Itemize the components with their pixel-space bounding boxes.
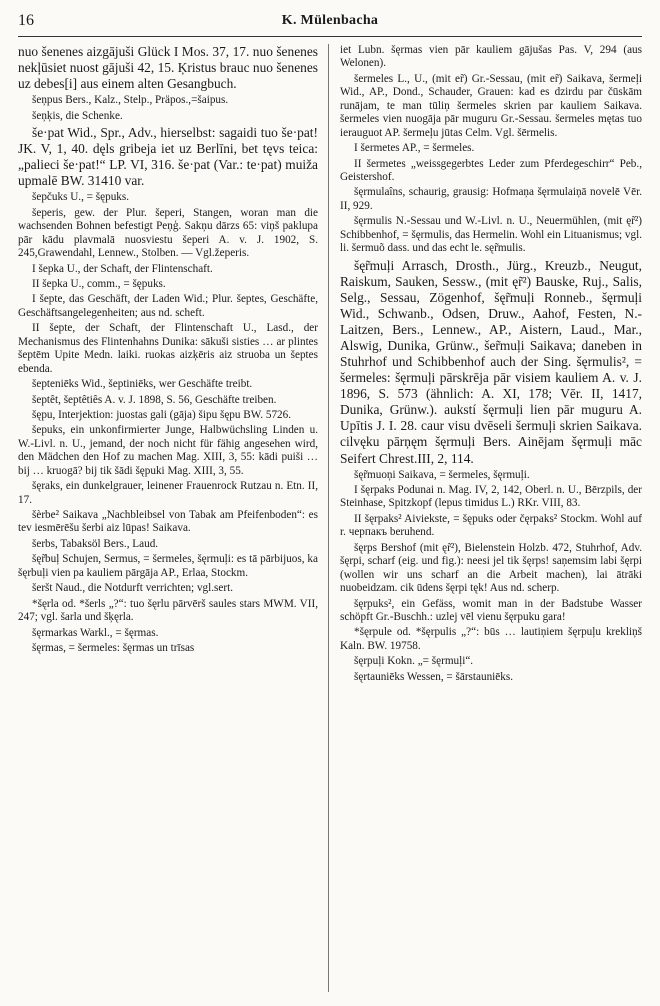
dictionary-entry: šęrtauniēks Wessen, = šārstauniēks.	[354, 670, 513, 683]
dictionary-entry: še·pat Wid., Spr., Adv., hierselbst: sagaidi tuo še·pat! JK. V, 1, 40. dęls gribeja iet uz Berlīni, bet tęvs teica: „palieci še·pat!“ LP. VI, 316. še·pat (Var.: te·pat) muiža upmalē BW. 31410 var.	[18, 125, 318, 189]
dictionary-entry: II šepte, der Schaft, der Flintenschaft U., Lasd., der Mechanismus des Flintenhahns Dunika: sākuši sisties … ar plintes šeptēm Upite Medn. laiki. ruokas aizķēris aiz struoba un šeptes ebenda.	[18, 322, 318, 375]
dictionary-entry: šęrps Bershof (mit ęr̃²), Bielenstein Holzb. 472, Stuhrhof, Adv. šęrpi, scharf (eig. und fig.): neesi jel tik šęrps! saņemsim labi šęrpi (wollen wir uns scharf an die Arbeit machen), lai ātrāki nuobeidzam. cik ūdens šęrpi tęk! Aus nd. scherp.	[340, 541, 642, 595]
dictionary-entry: šepčuks U., = šępuks.	[32, 191, 130, 204]
dictionary-entry: šęrmarkas Warkl., = šęrmas.	[32, 626, 159, 639]
dictionary-entry: šèrbe² Saikava „Nachbleibsel von Tabak am Pfeifenboden“: es tev iesmērēšu šerbi aiz lūpas! Saikava.	[18, 509, 318, 535]
dictionary-entry: šeršt Naud., die Notdurft verrichten; vgl.sert.	[32, 582, 234, 595]
dictionary-entry: *šęrpule od. *šęrpulis „?“: būs … lautiņiem šęrpuļu krekliņš Kaln. BW. 19758.	[340, 626, 642, 652]
page-header	[18, 10, 642, 37]
dictionary-entry: šęr̃buļ Schujen, Sermus, = šermeles, šęrmuļi: es tā pārbijuos, ka šęrbuļi vien pa kauliem pārgāja AP., Erlaa, Stockm.	[18, 553, 318, 579]
dictionary-entry: II šepka U., comm., = šępuks.	[32, 278, 166, 291]
dictionary-entry: II šęrpaks² Aiviekste, = šępuks oder čęrpaks² Stockm. Wohl auf r. черпакъ beruhend.	[340, 512, 642, 539]
dictionary-entry: šeperis, gew. der Plur. šeperi, Stangen, woran man die wachsenden Bohnen befestigt Peņģ. Sakņu dārzs 65: viņš paklupa pār kādu plavmalā nuosviestu šeperi A. v. J. 1902, S. 245,Grawendahl, Lennew., Stolben. — Vgl.žeperis.	[18, 206, 318, 260]
dictionary-entry: šęrpuks², ein Gefäss, womit man in der Badstube Wasser schöpft Gr.-Buschh.: uzlej vēl vienu šęrpuku gara!	[340, 597, 642, 623]
page-number: 16	[18, 12, 34, 29]
dictionary-entry: šęr̃muoņi Saikava, = šermeles, šęrmuļi.	[354, 468, 530, 481]
dictionary-entry: šerbs, Tabaksöl Bers., Laud.	[32, 537, 159, 550]
dictionary-entry: šeņķis, die Schenke.	[32, 109, 123, 122]
left-column	[18, 44, 318, 996]
column-divider	[328, 44, 329, 992]
dictionary-entry: nuo šenenes aizgājuši Glück I Mos. 37, 17. nuo šenenes nekļūsiet nuost gājuši 42, 15. Ķristus brauc nuo šenenes uz debes[i] aus einem alten Gesangbuch.	[18, 44, 318, 92]
dictionary-entry: šepuks, ein unkonfirmierter Junge, Halbwüchsling Linden u. W.-Livl. n. U., jemand, der noch nicht für fähig angesehen wird, den Mädchen den Hof zu machen Mag. XIII, 3, 55: kādi puiši … bij … kruogā? bij tik šādi šępuki Mag. XIII, 3, 55.	[18, 424, 318, 477]
dictionary-entry: II šermetes „weissgegerbtes Leder zum Pferdegeschirr“ Peb., Geistershof.	[340, 157, 642, 183]
dictionary-entry: I šepte, das Geschäft, der Laden Wid.; Plur. šeptes, Geschäfte, Geschäftsangelegenheiten; aus nd. scheft.	[18, 293, 318, 319]
dictionary-entry: *šęrla od. *šerls „?“: tuo šęrlu pārvērš saules stars MWM. VII, 247; vgl. šarla und šķęrla.	[18, 597, 318, 624]
dictionary-entry: šepteniēks Wid., šeptiniēks, wer Geschäfte treibt.	[32, 378, 253, 391]
dictionary-entry: iet Lubn. šęrmas vien pār kauliem gājušas Pas. V, 294 (aus Welonen).	[340, 44, 642, 70]
dictionary-entry: I šermetes AP., = šermeles.	[354, 142, 475, 155]
dictionary-entry: šęr̃muļi Arrasch, Drosth., Jürg., Kreuzb., Neugut, Raiskum, Sauken, Sessw., (mit ęr̃²) Bauske, Ruj., Salis, Selg., Sessau, Zögenhof, šęr̃muļi Ronneb., šęrmuļi Wid., Schwanb., Odsen, Druw., Aahof, Festen, N.-Laitzen, Bers., Lennew., AP., Aistern, Laud., Mar., Alswig, Dunika, Grünw., šer̃muļi Saikava; daneben in Stuhrhof und Schibbenhof auch der Sing. šęrmulis², = šermeles: šęrmuļi pārskrēja pār visiem kauliem A. v. J. 1896, S. 573 (ähnlich: A. XI, 178; Vēr. II, 1417, Dunika, Grünw.). aukstí šęrmuļi lien pār muguru A. Upītis J. I. 28. caur visu dvēseli šermuļi skrien Saikava. cilvęku pārņęm šęrmuļi Bers. Ainējam šęrmuļi māc Seifert Chrest.III, 2, 114.	[340, 257, 642, 466]
dictionary-entry: šermeles L., U., (mit er̃) Gr.-Sessau, (mit er̃) Saikava, šermeļi Wid., AP., Dond., Schauder, Grauen: kad es dzirdu par čūskām runājam, te man tūliņ šermeles skrien par kauliem Saikava. šermeles vien nuogāja pār muguru Gr.-Sessau. šermeles mętas tuo ierauguot AP. šermeļu jūtas Celm. Vgl. šērmelis.	[340, 72, 642, 139]
dictionary-entry: I šepka U., der Schaft, der Flintenschaft.	[32, 262, 213, 275]
running-head: K. Mülenbacha	[281, 13, 379, 28]
dictionary-entry: šęrpuļi Kokn. „= šęrmuļi“.	[354, 655, 474, 668]
dictionary-entry: šęraks, ein dunkelgrauer, leinener Frauenrock Rutzau n. Etn. II, 17.	[18, 480, 318, 506]
dictionary-entry: šęrmulaîns, schaurig, grausig: Hofmaņa šęrmulaiņā novelē Vēr. II, 929.	[340, 186, 642, 212]
dictionary-entry: šeptêt, šeptêtiês A. v. J. 1898, S. 56, Geschäfte treiben.	[32, 393, 277, 406]
dictionary-entry: šęrmas, = šermeles: šęrmas un trīsas	[32, 641, 195, 654]
dictionary-entry: šępu, Interjektion: juostas gali (gāja) šipu šępu BW. 5726.	[32, 408, 292, 421]
dictionary-entry: šeņpus Bers., Kalz., Stelp., Präpos.,=šaipus.	[32, 94, 229, 107]
dictionary-entry: I šęrpaks Podunai n. Mag. IV, 2, 142, Oberl. n. U., Bērzpils, der Steinhase, Spitzkopf (lepus timidus L.) RKr. VIII, 83.	[340, 484, 642, 510]
dictionary-entry: šęrmulis N.-Sessau und W.-Livl. n. U., Neuermühlen, (mit ęr̃²) Schibbenhof, = šęrmulis, das Hermelin. Wohl ein Lituanismus; vgl. li. šermuõ dass. und das echt le. sęr̃mulis.	[340, 215, 642, 255]
right-column	[340, 44, 642, 996]
